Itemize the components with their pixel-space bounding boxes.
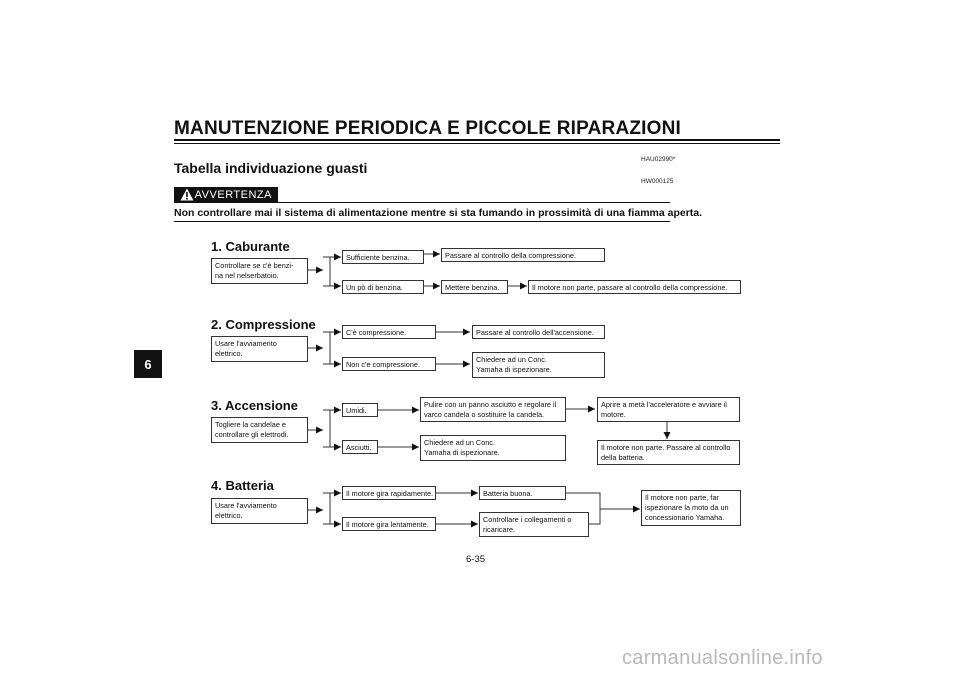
page-number: 6-35 (466, 554, 486, 565)
compression-result-yes-text: Passare al controllo dell'accensione. (476, 328, 594, 337)
battery-result-charge-text: Controllare i collegamenti o ricaricare. (483, 515, 572, 534)
compression-option-no-text: Non c'e compressione. (346, 360, 420, 369)
fuel-option-sufficient (342, 250, 424, 264)
fuel-heading: 1. Caburante (211, 239, 290, 254)
fuel-action-refill-text: Mettere benzina. (445, 283, 500, 292)
warning-text: Non controllare mai il sistema di alimentazione mentre si sta fumando in prossimità di una fiamma aperta. (174, 207, 703, 219)
ignition-next-start-text: Aprire a metà l'acceleratore e avviare il motore. (601, 400, 727, 419)
fuel-start-box (211, 258, 308, 284)
section-code: HAU02990* (641, 156, 676, 163)
watermark: carmanualsonline.info (622, 647, 823, 669)
fuel-result-sufficient (441, 248, 605, 262)
battery-result-charge (479, 512, 589, 537)
fuel-result-low-text: Il motore non parte, passare al controllo della compressione. (532, 283, 728, 292)
battery-option-fast-text: Il motore gira rapidamente. (346, 489, 434, 498)
ignition-result-dry (420, 435, 566, 461)
battery-heading: 4. Batteria (211, 478, 274, 493)
compression-result-no (472, 352, 605, 378)
page-title: MANUTENZIONE PERIODICA E PICCOLE RIPARAZIONI (174, 118, 682, 139)
battery-option-slow-text: Il motore gira lentamente. (346, 520, 429, 529)
compression-result-yes (472, 325, 605, 339)
compression-option-no (342, 357, 436, 371)
battery-result-good-text: Batteria buona. (483, 489, 533, 498)
fuel-option-low-text: Un pò di benzina. (346, 283, 403, 292)
fuel-start-text: Controllare se c'è benzi- na nel nelserbatoio. (215, 261, 294, 280)
ignition-result-dry-text: Chiedere ad un Conc. Yamaha di ispezionare. (424, 438, 500, 457)
fuel-result-low (528, 280, 741, 294)
battery-option-fast (342, 486, 436, 500)
compression-heading: 2. Compressione (211, 317, 316, 332)
battery-start-box (211, 498, 308, 524)
ignition-heading: 3. Accensione (211, 398, 298, 413)
battery-final-text: Il motore non parte, far ispezionare la moto da un concessionario Yamaha. (645, 493, 729, 522)
ignition-start-box (211, 417, 308, 443)
section-title: Tabella individuazione guasti (174, 160, 368, 176)
fuel-option-low (342, 280, 424, 294)
compression-option-yes (342, 325, 436, 339)
battery-final-box (641, 490, 741, 526)
ignition-option-wet-text: Umidi. (346, 406, 367, 415)
ignition-result-no-start-text: Il motore non parte. Passare al controllo della batteria. (601, 443, 731, 462)
chapter-tab: 6 (134, 350, 162, 378)
battery-result-good (479, 486, 566, 500)
compression-result-no-text: Chiedere ad un Conc. Yamaha di ispezionare. (476, 355, 552, 374)
fuel-result-sufficient-text: Passare al controllo della compressione. (445, 251, 577, 260)
ignition-result-no-start (597, 440, 740, 465)
compression-start-text: Usare l'avviamento elettrico. (215, 339, 277, 358)
ignition-action-clean (420, 397, 566, 422)
ignition-action-clean-text: Pulire con un panno asciutto e regolare il varco candela o sostituire la candela. (424, 400, 557, 419)
ignition-option-wet (342, 403, 378, 417)
fuel-option-sufficient-text: Sufficiente benzina. (346, 253, 410, 262)
ignition-option-dry (342, 440, 378, 454)
warning-label-text: AVVERTENZA (194, 189, 272, 201)
compression-option-yes-text: C'è compressione. (346, 328, 407, 337)
ignition-option-dry-text: Asciutti. (346, 443, 372, 452)
compression-start-box (211, 336, 308, 362)
battery-start-text: Usare l'avviamento elettrico. (215, 501, 277, 520)
fuel-action-refill (441, 280, 508, 294)
ignition-start-text: Togliere la candelae e controllare gli elettrodi. (215, 420, 289, 439)
battery-option-slow (342, 517, 436, 531)
warning-code: HW000125 (641, 178, 674, 185)
ignition-next-start (597, 397, 740, 422)
